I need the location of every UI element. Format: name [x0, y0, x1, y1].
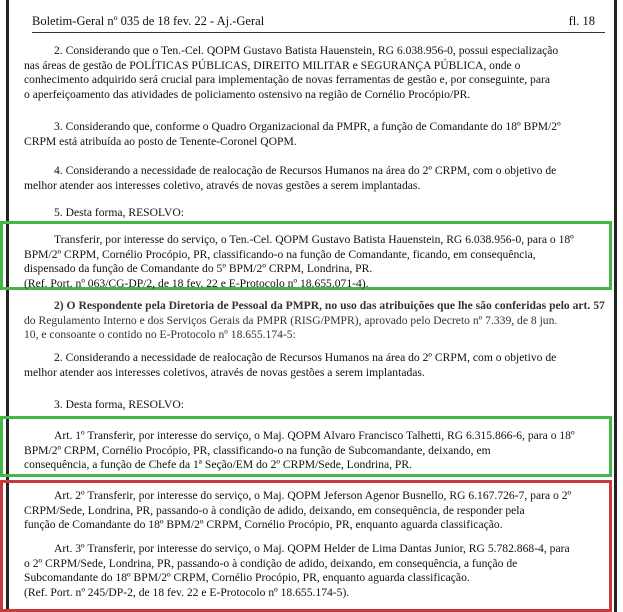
- bulletin-title: Boletim-Geral nº 035 de 18 fev. 22 - Aj.-Geral: [32, 14, 265, 28]
- paragraph-relocation-need-2: [24, 351, 605, 380]
- paragraph-article-3: [24, 542, 605, 600]
- paragraph-specialization: [24, 44, 605, 102]
- paragraph-relocation-need: [24, 164, 605, 193]
- text-line: CRPM está atribuída ao posto de Tenente-Coronel QOPM.: [24, 134, 297, 148]
- text-line: consequência, a função de Chefe da 1ª Seção/EM do 2º CRPM/Sede, Londrina, PR.: [24, 458, 413, 472]
- text-line: o aperfeiçoamento das atividades de policiamento ostensivo na região de Cornélio Procópio/PR.: [24, 87, 471, 101]
- text-line: Art. 1º Transferir, por interesse do serviço, o Maj. QOPM Alvaro Francisco Talhetti, RG 6.315.866-6, para o 18º: [54, 429, 575, 442]
- paragraph-organizational-chart: [24, 120, 605, 149]
- text-line: 2. Considerando a necessidade de realocação de Recursos Humanos na área do 2º CRPM, com o objetivo de: [54, 351, 557, 364]
- text-line: conhecimento adquirido será crucial para implementação de novas ferramentas de gestão e, por conseguinte, para: [24, 73, 550, 87]
- text-line: 4. Considerando a necessidade de realocação de Recursos Humanos na área do 2º CRPM, com o objetivo de: [54, 164, 557, 177]
- paragraph-resolve: [24, 206, 605, 221]
- text-line: o 2º CRPM/Sede, Londrina, PR, passando-o à condição de adido, deixando, em consequência, a função de: [24, 556, 518, 570]
- text-line: 3. Desta forma, RESOLVO:: [54, 398, 184, 411]
- text-line: 3. Considerando que, conforme o Quadro Organizacional da PMPR, a função de Comandante do 18º BPM/2º: [54, 120, 561, 133]
- text-line: (Ref. Port. nº 245/DP-2, de 18 fev. 22 e E-Protocolo nº 18.655.174-5).: [24, 585, 350, 599]
- paragraph-transfer-commander: [24, 233, 605, 291]
- text-line: função de Comandante do 18º BPM/2º CRPM, Cornélio Procópio, PR, enquanto aguarda classificação.: [24, 518, 503, 532]
- text-line: Transferir, por interesse do serviço, o Ten.-Cel. QOPM Gustavo Batista Hauenstein, RG 6.038.956-0, para o 18º: [54, 233, 574, 246]
- text-line: (Ref. Port. nº 063/CG-DP/2, de 18 fev. 22 e E-Protocolo nº 18.655.071-4).: [24, 276, 369, 290]
- text-line: nas áreas de gestão de POLÍTICAS PÚBLICAS, DIREITO MILITAR e SEGURANÇA PÚBLICA, onde o: [24, 58, 521, 72]
- paragraph-director-respondent: [24, 299, 605, 343]
- text-line: 10, e consoante o contido no E-Protocolo nº 18.655.174-5:: [24, 328, 296, 342]
- text-line: do Regulamento Interno e dos Serviços Gerais da PMPR (RISG/PMPR), aprovado pelo Decreto nº 7.339, de 8 jun.: [24, 313, 558, 327]
- paragraph-article-2: [24, 489, 605, 533]
- text-line: CRPM/Sede, Londrina, PR, passando-o à condição de adido, deixando, em consequência, de responder pela: [24, 503, 525, 517]
- text-line: BPM/2º CRPM, Cornélio Procópio, PR, classificando-o na função de Subcomandante, deixando, em: [24, 443, 491, 457]
- text-line: dispensado da função de Comandante do 5º BPM/2º CRPM, Londrina, PR.: [24, 262, 373, 276]
- text-line: Subcomandante do 18º BPM/2º CRPM, Cornélio Procópio, PR, enquanto aguarda classificação.: [24, 571, 470, 585]
- text-line: BPM/2º CRPM, Cornélio Procópio, PR, classificando-o na função de Comandante, ficando, em consequência,: [24, 247, 536, 261]
- folio-number: fl. 18: [568, 14, 595, 28]
- right-margin-rule: [614, 0, 617, 612]
- paragraph-article-1: [24, 429, 605, 473]
- text-line: Art. 3º Transferir, por interesse do serviço, o Maj. QOPM Helder de Lima Dantas Junior, RG 5.782.868-4, para: [54, 542, 570, 555]
- text-line: melhor atender aos interesses coletivo, através de novas gestões a serem implantadas.: [24, 178, 421, 192]
- page-header: [32, 12, 605, 33]
- text-line: 2) O Respondente pela Diretoria de Pessoal da PMPR, no uso das atribuições que lhe são conferidas pelo art. 57: [54, 299, 605, 312]
- paragraph-resolve-2: [24, 398, 605, 413]
- text-line: melhor atender aos interesses coletivos, através de novas gestões a serem implantadas.: [24, 365, 425, 379]
- text-line: 2. Considerando que o Ten.-Cel. QOPM Gustavo Batista Hauenstein, RG 6.038.956-0, possui especialização: [54, 44, 559, 57]
- text-line: 5. Desta forma, RESOLVO:: [54, 206, 184, 219]
- text-line: Art. 2º Transferir, por interesse do serviço, o Maj. QOPM Jeferson Agenor Busnello, RG 6.167.726-7, para o 2º: [54, 489, 572, 502]
